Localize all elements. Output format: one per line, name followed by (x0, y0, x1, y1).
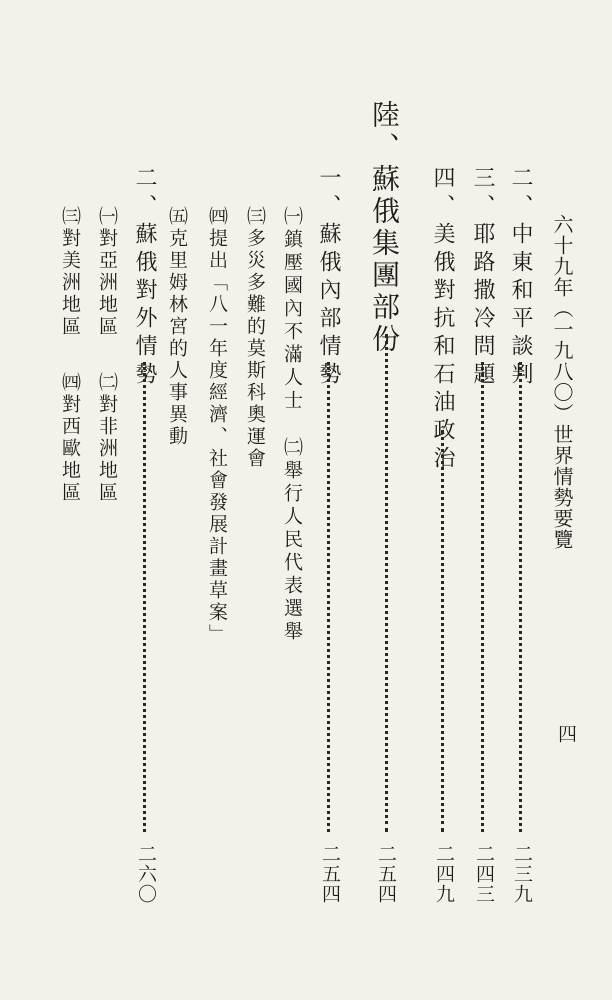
toc-page-number: 二六〇 (135, 844, 157, 904)
toc-page-number: 二五四 (319, 844, 341, 904)
leader-dots (143, 362, 146, 832)
toc-page-number: 二三九 (511, 844, 533, 904)
toc-page-number: 二四三 (473, 844, 495, 904)
toc-entry-soviet-internal: 一、蘇俄內部情勢 (316, 166, 341, 390)
toc-entry-us-soviet-oil: 四、美俄對抗和石油政治 (430, 166, 455, 474)
leader-dots (385, 334, 388, 832)
toc-subitem-western-europe: ㈣對西歐地區 (59, 372, 81, 504)
toc-subitem-suppress-dissidents: ㈠鎮壓國內不滿人士 (281, 206, 303, 413)
toc-page-number: 二五四 (375, 844, 397, 904)
page-number: 四 (555, 724, 577, 743)
leader-dots (519, 362, 522, 832)
toc-page-number: 二四九 (433, 844, 455, 904)
toc-entry-jerusalem: 三、耶路撒冷問題 (470, 166, 495, 390)
toc-subitem-kremlin-personnel: ㈤克里姆林宮的人事異動 (166, 206, 188, 448)
toc-entry-mideast-peace: 二、中東和平談判 (508, 166, 533, 390)
toc-subitem-moscow-olympics: ㈢多災多難的莫斯科奧運會 (244, 206, 266, 470)
toc-subitem-americas: ㈢對美洲地區 (59, 206, 81, 338)
leader-dots (327, 362, 330, 832)
toc-subitem-asia: ㈠對亞洲地區 (96, 206, 118, 338)
running-title: 六十九年（一九八〇）世界情勢要覽 (550, 214, 574, 550)
toc-section-soviet-bloc: 陸、蘇俄集團部份 (368, 100, 401, 356)
toc-subitem-economic-plan: ㈣提出「八一年度經濟、社會發展計畫草案」 (206, 206, 228, 646)
leader-dots (441, 430, 444, 832)
toc-subitem-africa: ㈡對非洲地區 (96, 372, 118, 504)
leader-dots (481, 362, 484, 832)
toc-entry-soviet-external: 二、蘇俄對外情勢 (132, 166, 157, 390)
toc-subitem-peoples-deputies-election: ㈡舉行人民代表選舉 (281, 437, 303, 644)
